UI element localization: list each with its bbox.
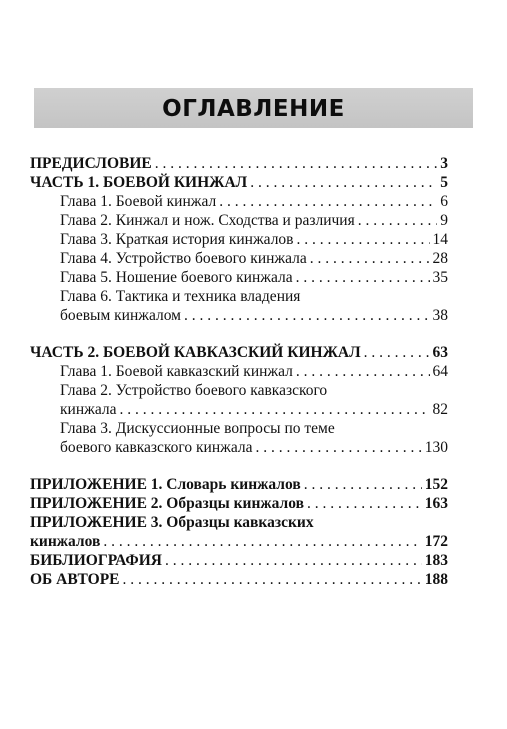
dot-leader: [307, 494, 422, 513]
toc-entry-preface[interactable]: [30, 154, 448, 173]
toc-entry-text: Глава 2. Кинжал и нож. Сходства и различия: [60, 212, 355, 229]
toc-entry-first-line[interactable]: Глава 2. Устройство боевого кавказского: [60, 382, 328, 399]
toc-entry-text: боевого кавказского кинжала: [60, 439, 253, 456]
toc-entry-chapter[interactable]: [30, 362, 448, 381]
toc-entry-text: ПРИЛОЖЕНИЕ 2. Образцы кинжалов: [30, 495, 304, 512]
dot-leader: [364, 343, 430, 362]
toc-entry-text: Глава 4. Устройство боевого кинжала: [60, 250, 307, 267]
dot-leader: [219, 192, 437, 211]
dot-leader: [155, 154, 438, 173]
toc-page-number: 188: [424, 571, 448, 588]
toc-entry-chapter[interactable]: [30, 249, 448, 268]
toc-entry-chapter[interactable]: [30, 192, 448, 211]
page-title: ОГЛАВЛЕНИЕ: [162, 96, 345, 122]
toc-entry-text: Глава 1. Боевой кавказский кинжал: [60, 363, 293, 380]
dot-leader: [358, 211, 438, 230]
toc-entry-part-2[interactable]: [30, 343, 448, 362]
toc-entry-chapter[interactable]: [30, 306, 448, 325]
toc-entry-text: БИБЛИОГРАФИЯ: [30, 552, 162, 569]
dot-leader: [296, 362, 430, 381]
toc-page-number: 163: [424, 495, 448, 512]
toc-page-number: 5: [440, 174, 448, 191]
toc-page-number: 35: [432, 269, 448, 286]
toc-page-number: 14: [432, 231, 448, 248]
dot-leader: [310, 249, 430, 268]
toc-page-number: 38: [432, 307, 448, 324]
toc-entry-text: боевым кинжалом: [60, 307, 181, 324]
toc-entry-text: кинжала: [60, 401, 117, 418]
dot-leader: [297, 230, 430, 249]
toc-page-number: 130: [424, 439, 448, 456]
dot-leader: [165, 551, 422, 570]
toc-entry-chapter[interactable]: [30, 268, 448, 287]
toc-entry-text: ПРЕДИСЛОВИЕ: [30, 155, 152, 172]
toc-entry-text: кинжалов: [30, 533, 101, 550]
toc-entry-chapter[interactable]: [30, 230, 448, 249]
dot-leader: [103, 532, 421, 551]
table-of-contents: [30, 154, 448, 589]
toc-entry-appendix-3[interactable]: [30, 532, 448, 551]
toc-page-number: 82: [432, 401, 448, 418]
toc-entry-text: ЧАСТЬ 2. БОЕВОЙ КАВКАЗСКИЙ КИНЖАЛ: [30, 344, 361, 361]
dot-leader: [250, 173, 437, 192]
toc-entry-text: ЧАСТЬ 1. БОЕВОЙ КИНЖАЛ: [30, 174, 248, 191]
dot-leader: [296, 268, 430, 287]
dot-leader: [184, 306, 430, 325]
dot-leader: [304, 475, 422, 494]
dot-leader: [123, 570, 422, 589]
toc-page-number: 3: [440, 155, 448, 172]
toc-entry-text: Глава 3. Краткая история кинжалов: [60, 231, 294, 248]
toc-entry-bibliography[interactable]: [30, 551, 448, 570]
toc-page-number: 63: [432, 344, 448, 361]
dot-leader: [256, 438, 422, 457]
toc-entry-text: ОБ АВТОРЕ: [30, 571, 120, 588]
toc-page-number: 183: [424, 552, 448, 569]
toc-page-number: 172: [424, 533, 448, 550]
toc-entry-first-line[interactable]: Глава 6. Тактика и техника владения: [60, 288, 301, 305]
toc-entry-text: ПРИЛОЖЕНИЕ 1. Словарь кинжалов: [30, 476, 301, 493]
toc-entry-text: Глава 1. Боевой кинжал: [60, 193, 217, 210]
toc-entry-first-line[interactable]: Глава 3. Дискуссионные вопросы по теме: [60, 420, 335, 437]
toc-entry-first-line[interactable]: ПРИЛОЖЕНИЕ 3. Образцы кавказских: [30, 514, 314, 531]
toc-entry-appendix-2[interactable]: [30, 494, 448, 513]
toc-page-number: 28: [432, 250, 448, 267]
toc-entry-part-1[interactable]: [30, 173, 448, 192]
toc-entry-about-author[interactable]: [30, 570, 448, 589]
toc-page-number: 64: [432, 363, 448, 380]
toc-page-number: 6: [440, 193, 448, 210]
toc-entry-chapter[interactable]: [30, 438, 448, 457]
dot-leader: [119, 400, 429, 419]
toc-entry-chapter[interactable]: [30, 400, 448, 419]
toc-entry-text: Глава 5. Ношение боевого кинжала: [60, 269, 293, 286]
toc-entry-chapter[interactable]: [30, 211, 448, 230]
toc-entry-appendix-1[interactable]: [30, 475, 448, 494]
toc-page-number: 152: [424, 476, 448, 493]
toc-page-number: 9: [440, 212, 448, 229]
